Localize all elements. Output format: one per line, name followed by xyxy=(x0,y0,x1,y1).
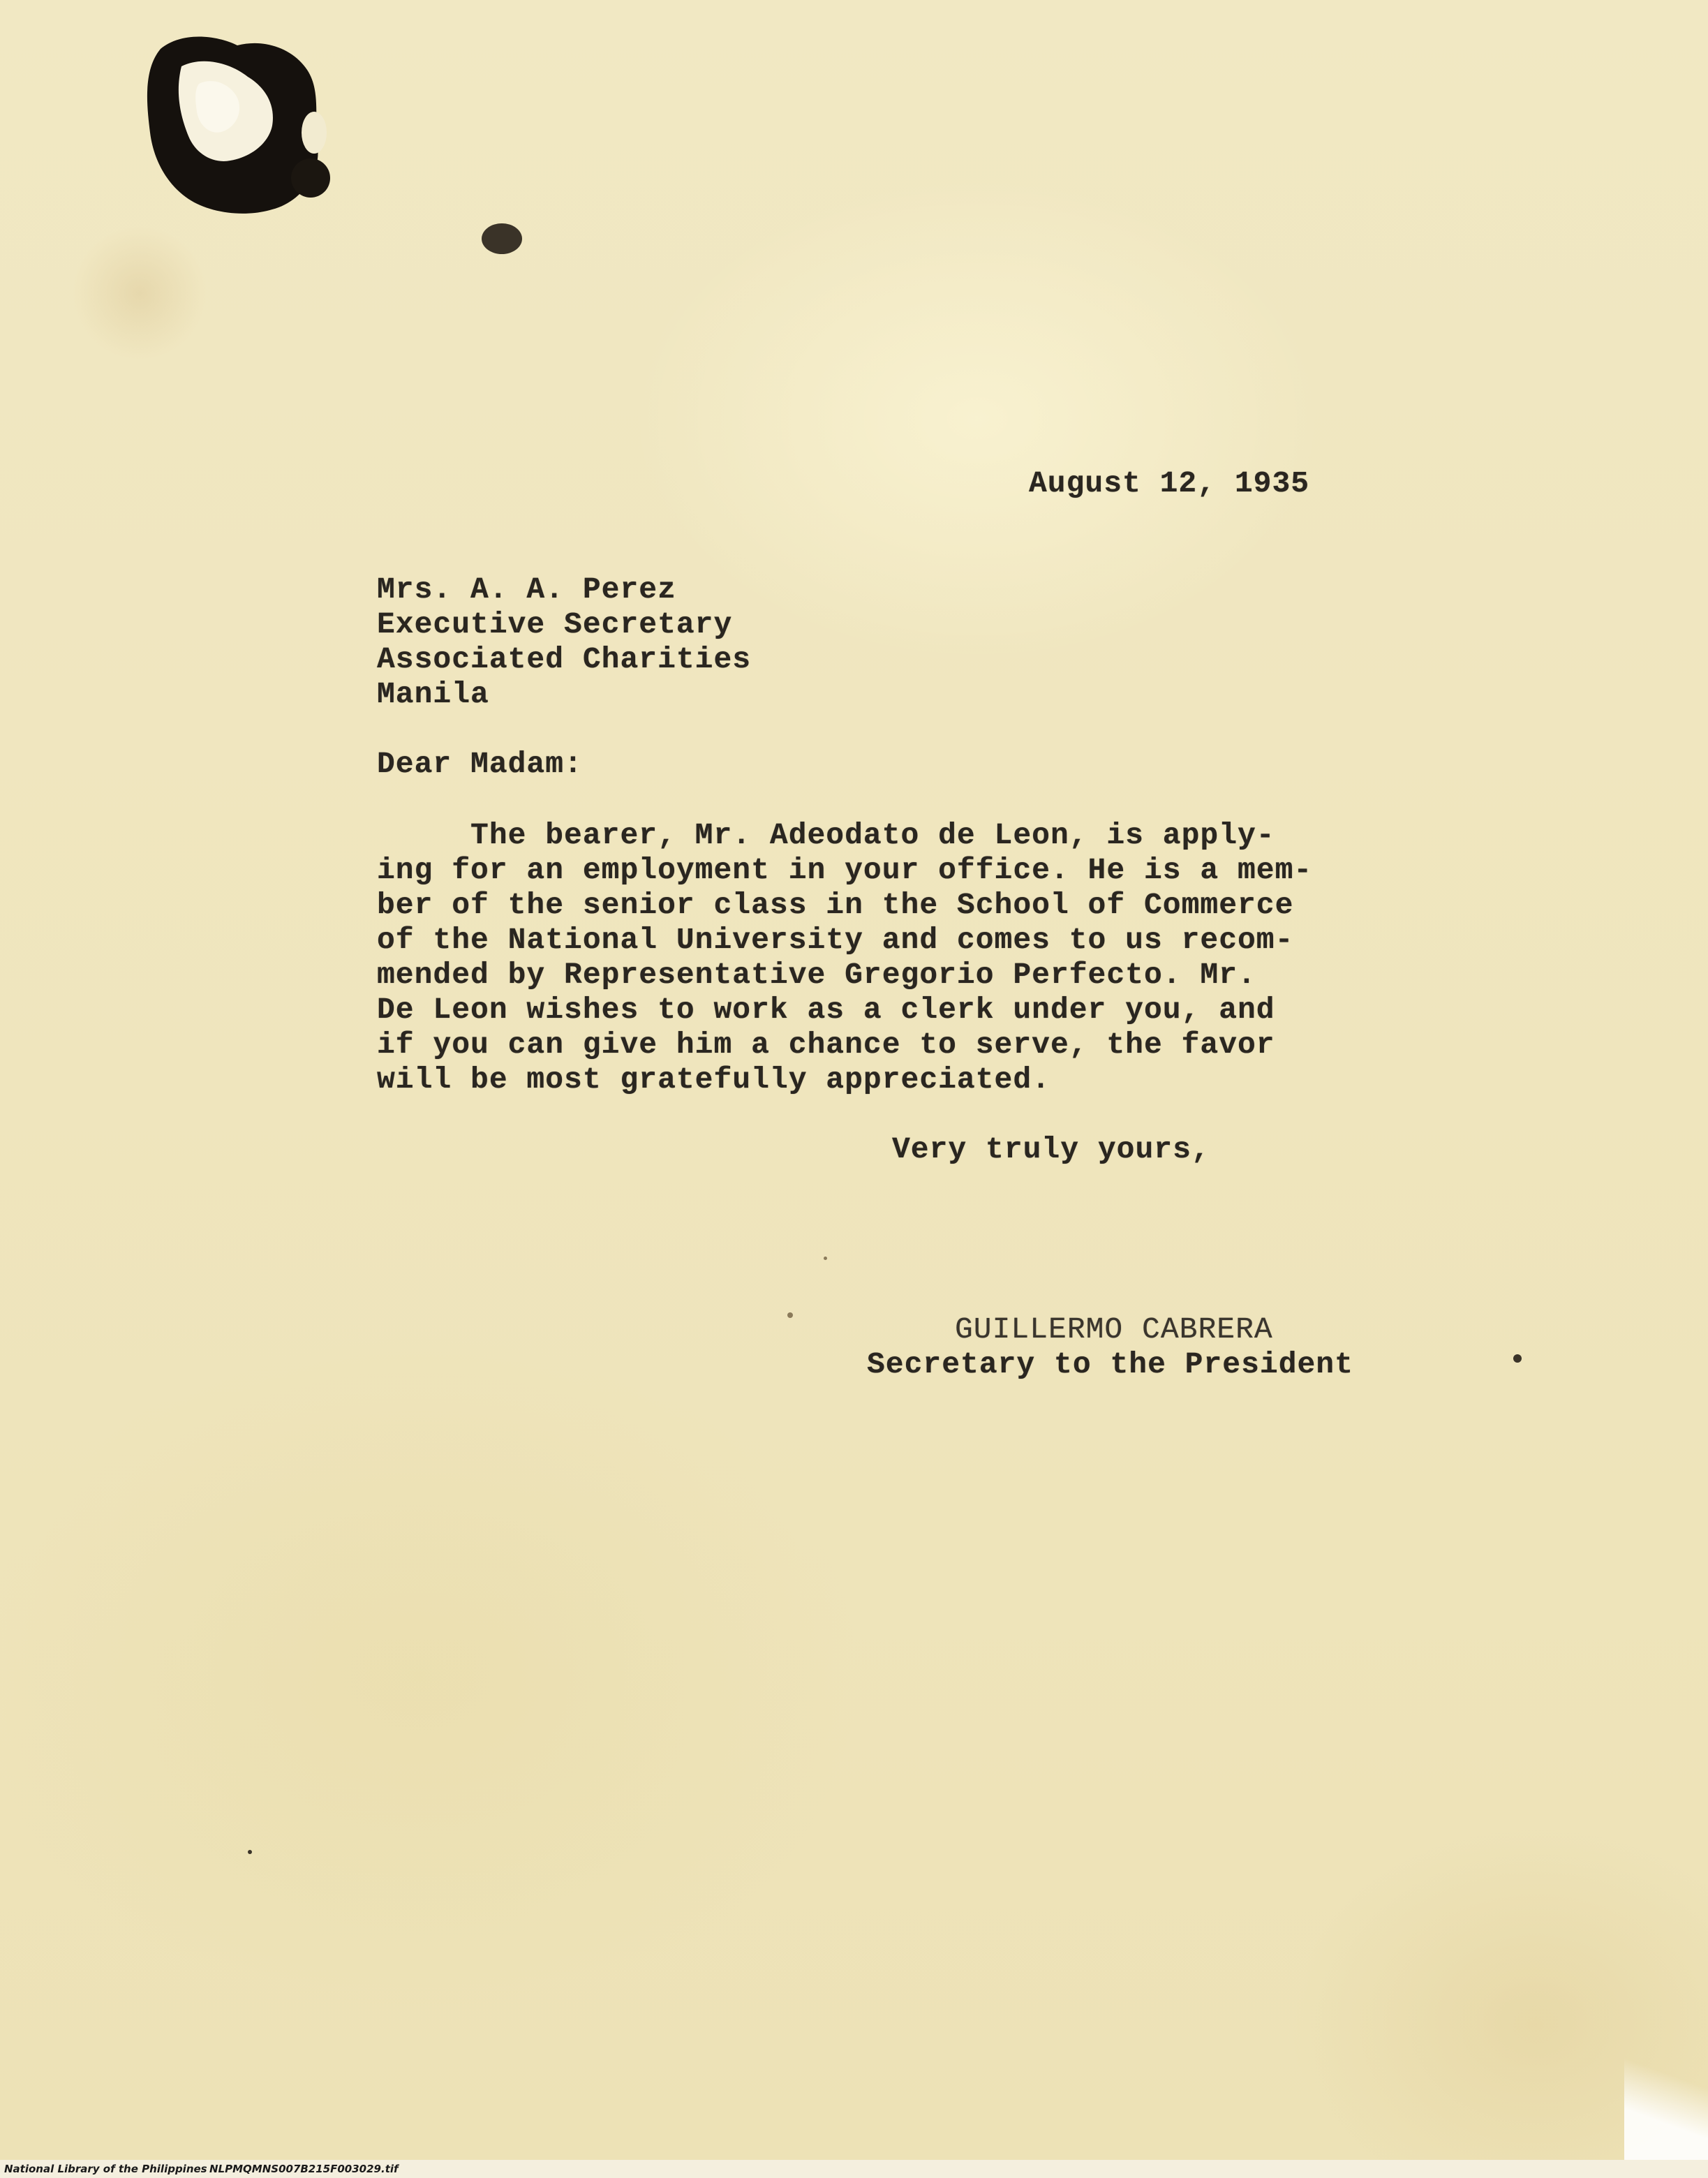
ink-speck xyxy=(787,1312,793,1318)
signer-name: GUILLERMO CABRERA xyxy=(955,1312,1273,1347)
closing: Very truly yours, xyxy=(892,1132,1210,1166)
body-line: ber of the senior class in the School of Commerce xyxy=(377,888,1294,922)
ink-speck xyxy=(248,1850,252,1854)
recipient-city: Manila xyxy=(377,677,489,711)
ink-blot xyxy=(482,223,522,254)
burn-damage xyxy=(133,28,356,223)
body-line: ing for an employment in your office. He is a mem- xyxy=(377,853,1313,887)
salutation: Dear Madam: xyxy=(377,747,583,781)
body-line: De Leon wishes to work as a clerk under you, and xyxy=(377,993,1275,1027)
corner-wear xyxy=(1624,2020,1708,2160)
body-line: of the National University and comes to us recom- xyxy=(377,923,1294,957)
ink-speck xyxy=(824,1257,827,1260)
body-line: mended by Representative Gregorio Perfecto. Mr. xyxy=(377,958,1256,992)
recipient-organization: Associated Charities xyxy=(377,642,752,676)
recipient-address xyxy=(377,572,751,712)
body-line: will be most gratefully appreciated. xyxy=(377,1062,1050,1097)
archive-name: National Library of the Philippines xyxy=(4,2163,207,2175)
file-id: NLPMQMNS007B215F003029.tif xyxy=(209,2163,399,2175)
letter-date: August 12, 1935 xyxy=(1029,466,1310,501)
signer-title: Secretary to the President xyxy=(867,1347,1353,1381)
ink-speck xyxy=(1513,1354,1522,1363)
letter-body xyxy=(377,818,1312,1097)
body-line: The bearer, Mr. Adeodato de Leon, is apply- xyxy=(377,818,1275,852)
archive-footer xyxy=(0,2160,1708,2178)
recipient-name: Mrs. A. A. Perez xyxy=(377,572,676,607)
recipient-title: Executive Secretary xyxy=(377,607,733,642)
body-line: if you can give him a chance to serve, the favor xyxy=(377,1028,1275,1062)
